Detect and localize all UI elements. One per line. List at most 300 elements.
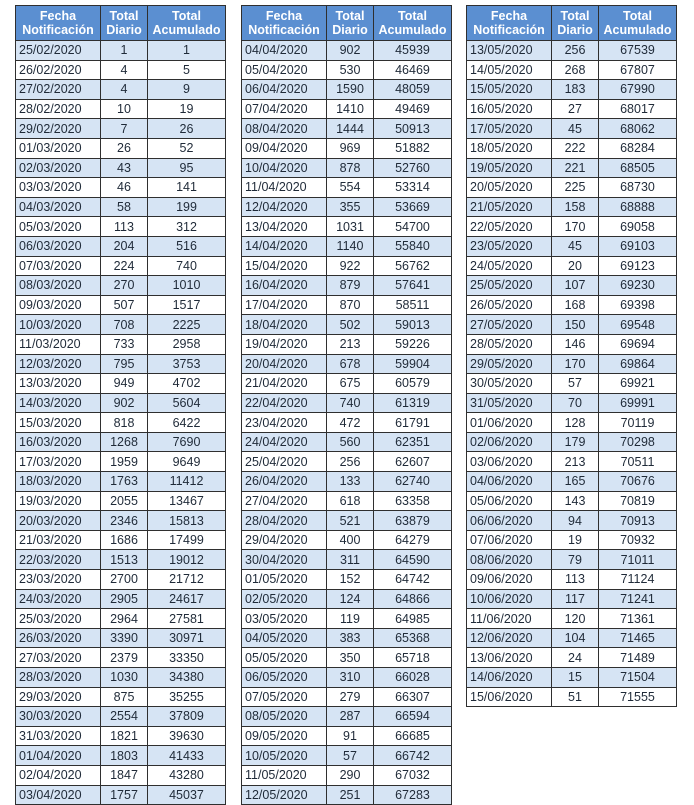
- cell-fecha: 15/03/2020: [16, 413, 101, 433]
- cell-fecha: 16/03/2020: [16, 432, 101, 452]
- table-row: [242, 197, 452, 217]
- cell-total-diario: 143: [552, 491, 599, 511]
- header-acumulado-line1: Total: [623, 9, 652, 23]
- table-row: [242, 393, 452, 413]
- cell-total-diario: 58: [101, 197, 148, 217]
- cell-fecha: 24/05/2020: [467, 256, 552, 276]
- table-row: [242, 452, 452, 472]
- cell-fecha: 13/05/2020: [467, 41, 552, 61]
- cell-total-diario: 1: [101, 41, 148, 61]
- table-row: [242, 413, 452, 433]
- table-row: [16, 60, 226, 80]
- cell-total-diario: 708: [101, 315, 148, 335]
- cell-fecha: 11/04/2020: [242, 178, 327, 198]
- cell-total-acumulado: 516: [148, 236, 226, 256]
- cell-fecha: 05/05/2020: [242, 648, 327, 668]
- cell-total-diario: 922: [327, 256, 374, 276]
- cell-total-diario: 310: [327, 668, 374, 688]
- table-row: [16, 589, 226, 609]
- cell-fecha: 23/05/2020: [467, 236, 552, 256]
- cell-total-acumulado: 68888: [599, 197, 677, 217]
- cell-total-acumulado: 59904: [374, 354, 452, 374]
- header-acumulado-line1: Total: [172, 9, 201, 23]
- cell-total-acumulado: 1010: [148, 276, 226, 296]
- cell-fecha: 06/05/2020: [242, 668, 327, 688]
- table-row: [242, 334, 452, 354]
- cell-total-acumulado: 19012: [148, 550, 226, 570]
- cell-total-diario: 20: [552, 256, 599, 276]
- cell-total-diario: 2346: [101, 511, 148, 531]
- table-row: [467, 315, 677, 335]
- cell-total-acumulado: 64985: [374, 609, 452, 629]
- table-row: [242, 256, 452, 276]
- cell-fecha: 24/04/2020: [242, 432, 327, 452]
- cell-fecha: 10/03/2020: [16, 315, 101, 335]
- table-row: [467, 256, 677, 276]
- table-row: [16, 197, 226, 217]
- cell-total-acumulado: 64866: [374, 589, 452, 609]
- header-fecha-line1: Fecha: [490, 9, 528, 23]
- cell-total-diario: 521: [327, 511, 374, 531]
- cell-total-diario: 170: [552, 217, 599, 237]
- table-row: [16, 687, 226, 707]
- cell-total-acumulado: 68284: [599, 138, 677, 158]
- header-fecha: [16, 6, 101, 41]
- table-row: [16, 99, 226, 119]
- table-row: [242, 315, 452, 335]
- cell-total-acumulado: 70676: [599, 472, 677, 492]
- cases-table-1: [15, 5, 226, 805]
- table-row: [467, 334, 677, 354]
- cell-total-diario: 795: [101, 354, 148, 374]
- cell-fecha: 03/06/2020: [467, 452, 552, 472]
- header-diario-line2: Diario: [332, 23, 368, 37]
- cell-total-diario: 120: [552, 609, 599, 629]
- cell-fecha: 20/03/2020: [16, 511, 101, 531]
- cell-total-diario: 170: [552, 354, 599, 374]
- cell-fecha: 27/05/2020: [467, 315, 552, 335]
- cell-total-acumulado: 65368: [374, 628, 452, 648]
- header-acumulado: [148, 6, 226, 41]
- cell-total-diario: 878: [327, 158, 374, 178]
- cell-fecha: 14/05/2020: [467, 60, 552, 80]
- table-row: [16, 491, 226, 511]
- header-diario-line2: Diario: [106, 23, 142, 37]
- cell-total-diario: 221: [552, 158, 599, 178]
- cell-total-diario: 949: [101, 374, 148, 394]
- header-fecha-line2: Notificación: [248, 23, 320, 37]
- header-diario: [327, 6, 374, 41]
- cell-fecha: 13/06/2020: [467, 648, 552, 668]
- cell-total-acumulado: 45037: [148, 785, 226, 805]
- cell-fecha: 08/04/2020: [242, 119, 327, 139]
- cell-total-acumulado: 43280: [148, 765, 226, 785]
- cell-fecha: 18/04/2020: [242, 315, 327, 335]
- cell-total-acumulado: 2225: [148, 315, 226, 335]
- cell-total-acumulado: 37809: [148, 707, 226, 727]
- cell-fecha: 05/03/2020: [16, 217, 101, 237]
- table-row: [16, 432, 226, 452]
- cell-total-diario: 251: [327, 785, 374, 805]
- table-row: [16, 334, 226, 354]
- cell-total-diario: 4: [101, 80, 148, 100]
- cell-total-diario: 270: [101, 276, 148, 296]
- cell-total-acumulado: 61791: [374, 413, 452, 433]
- table-row: [16, 119, 226, 139]
- cell-total-diario: 1757: [101, 785, 148, 805]
- cell-total-acumulado: 70511: [599, 452, 677, 472]
- cell-fecha: 26/04/2020: [242, 472, 327, 492]
- table-row: [16, 726, 226, 746]
- table-row: [467, 138, 677, 158]
- cell-fecha: 17/04/2020: [242, 295, 327, 315]
- cell-total-acumulado: 71465: [599, 628, 677, 648]
- cell-total-diario: 1268: [101, 432, 148, 452]
- cases-table-3: [466, 5, 677, 707]
- cell-fecha: 19/04/2020: [242, 334, 327, 354]
- table-row: [242, 530, 452, 550]
- cell-fecha: 23/04/2020: [242, 413, 327, 433]
- header-fecha-line1: Fecha: [39, 9, 77, 23]
- table-row: [467, 589, 677, 609]
- cell-fecha: 25/05/2020: [467, 276, 552, 296]
- table-body: [467, 41, 677, 707]
- header-diario-line2: Diario: [557, 23, 593, 37]
- cell-total-diario: 7: [101, 119, 148, 139]
- cell-total-diario: 383: [327, 628, 374, 648]
- cell-fecha: 06/04/2020: [242, 80, 327, 100]
- cell-total-diario: 902: [327, 41, 374, 61]
- cell-total-acumulado: 9: [148, 80, 226, 100]
- cell-total-acumulado: 141: [148, 178, 226, 198]
- cell-total-diario: 70: [552, 393, 599, 413]
- table-row: [16, 472, 226, 492]
- cell-total-diario: 350: [327, 648, 374, 668]
- cell-fecha: 12/06/2020: [467, 628, 552, 648]
- cell-fecha: 19/03/2020: [16, 491, 101, 511]
- cell-total-diario: 146: [552, 334, 599, 354]
- table-row: [16, 452, 226, 472]
- cell-fecha: 15/04/2020: [242, 256, 327, 276]
- cell-total-diario: 179: [552, 432, 599, 452]
- table-row: [242, 276, 452, 296]
- cell-total-diario: 19: [552, 530, 599, 550]
- cell-total-acumulado: 51882: [374, 138, 452, 158]
- cell-total-acumulado: 312: [148, 217, 226, 237]
- cell-total-acumulado: 1517: [148, 295, 226, 315]
- cell-total-diario: 554: [327, 178, 374, 198]
- cell-total-acumulado: 62607: [374, 452, 452, 472]
- cell-total-acumulado: 71489: [599, 648, 677, 668]
- cell-total-diario: 502: [327, 315, 374, 335]
- cell-total-acumulado: 71011: [599, 550, 677, 570]
- table-row: [242, 138, 452, 158]
- cell-total-diario: 224: [101, 256, 148, 276]
- header-fecha-line1: Fecha: [265, 9, 303, 23]
- cell-total-diario: 560: [327, 432, 374, 452]
- cell-fecha: 31/03/2020: [16, 726, 101, 746]
- cell-fecha: 12/03/2020: [16, 354, 101, 374]
- cell-fecha: 26/02/2020: [16, 60, 101, 80]
- cell-total-diario: 2964: [101, 609, 148, 629]
- cell-fecha: 18/03/2020: [16, 472, 101, 492]
- table-row: [467, 354, 677, 374]
- cell-fecha: 02/05/2020: [242, 589, 327, 609]
- cell-fecha: 09/05/2020: [242, 726, 327, 746]
- cell-total-acumulado: 71241: [599, 589, 677, 609]
- cell-total-acumulado: 4702: [148, 374, 226, 394]
- cell-fecha: 06/06/2020: [467, 511, 552, 531]
- table-row: [16, 80, 226, 100]
- cell-total-acumulado: 3753: [148, 354, 226, 374]
- cell-total-acumulado: 13467: [148, 491, 226, 511]
- cell-fecha: 25/04/2020: [242, 452, 327, 472]
- cell-total-acumulado: 69921: [599, 374, 677, 394]
- cell-total-acumulado: 48059: [374, 80, 452, 100]
- table-row: [16, 668, 226, 688]
- cell-total-diario: 57: [327, 746, 374, 766]
- cell-total-acumulado: 6422: [148, 413, 226, 433]
- table-row: [242, 60, 452, 80]
- cell-fecha: 17/05/2020: [467, 119, 552, 139]
- cell-fecha: 12/04/2020: [242, 197, 327, 217]
- table-row: [467, 491, 677, 511]
- cell-total-diario: 152: [327, 570, 374, 590]
- cell-total-diario: 225: [552, 178, 599, 198]
- cell-total-acumulado: 15813: [148, 511, 226, 531]
- cell-fecha: 15/06/2020: [467, 687, 552, 707]
- header-acumulado: [374, 6, 452, 41]
- cell-total-acumulado: 67807: [599, 60, 677, 80]
- table-row: [242, 609, 452, 629]
- cell-total-diario: 1410: [327, 99, 374, 119]
- table-row: [467, 452, 677, 472]
- table-row: [16, 41, 226, 61]
- cell-total-acumulado: 56762: [374, 256, 452, 276]
- cell-total-acumulado: 63879: [374, 511, 452, 531]
- table-row: [467, 197, 677, 217]
- cell-total-diario: 213: [327, 334, 374, 354]
- cell-total-acumulado: 68062: [599, 119, 677, 139]
- cell-fecha: 14/03/2020: [16, 393, 101, 413]
- cell-fecha: 28/04/2020: [242, 511, 327, 531]
- cases-table-2: [241, 5, 452, 805]
- table-row: [242, 668, 452, 688]
- cell-total-diario: 678: [327, 354, 374, 374]
- table-row: [242, 178, 452, 198]
- cell-total-acumulado: 49469: [374, 99, 452, 119]
- cell-total-acumulado: 55840: [374, 236, 452, 256]
- cell-total-diario: 2379: [101, 648, 148, 668]
- table-row: [242, 589, 452, 609]
- cell-total-diario: 279: [327, 687, 374, 707]
- cell-total-acumulado: 62740: [374, 472, 452, 492]
- cell-total-diario: 27: [552, 99, 599, 119]
- cell-total-acumulado: 69398: [599, 295, 677, 315]
- cell-total-diario: 1847: [101, 765, 148, 785]
- cell-total-diario: 530: [327, 60, 374, 80]
- cell-fecha: 05/06/2020: [467, 491, 552, 511]
- table-row: [16, 217, 226, 237]
- cell-total-diario: 128: [552, 413, 599, 433]
- table-row: [242, 511, 452, 531]
- table-row: [467, 511, 677, 531]
- header-fecha-line2: Notificación: [22, 23, 94, 37]
- cell-fecha: 29/05/2020: [467, 354, 552, 374]
- cell-fecha: 22/04/2020: [242, 393, 327, 413]
- cell-total-acumulado: 69058: [599, 217, 677, 237]
- cell-fecha: 08/03/2020: [16, 276, 101, 296]
- cell-total-diario: 133: [327, 472, 374, 492]
- cell-total-diario: 2554: [101, 707, 148, 727]
- cell-total-acumulado: 53669: [374, 197, 452, 217]
- cell-total-acumulado: 69991: [599, 393, 677, 413]
- cell-fecha: 16/04/2020: [242, 276, 327, 296]
- cell-fecha: 18/05/2020: [467, 138, 552, 158]
- cell-total-acumulado: 70119: [599, 413, 677, 433]
- cell-total-diario: 79: [552, 550, 599, 570]
- table-row: [467, 393, 677, 413]
- header-fecha-line2: Notificación: [473, 23, 545, 37]
- cell-total-acumulado: 61319: [374, 393, 452, 413]
- cell-total-diario: 3390: [101, 628, 148, 648]
- cell-fecha: 11/06/2020: [467, 609, 552, 629]
- cell-total-acumulado: 70298: [599, 432, 677, 452]
- table-row: [16, 256, 226, 276]
- cell-fecha: 21/05/2020: [467, 197, 552, 217]
- table-body: [242, 41, 452, 805]
- table-row: [467, 413, 677, 433]
- table-row: [242, 472, 452, 492]
- cell-total-acumulado: 2958: [148, 334, 226, 354]
- table-row: [467, 609, 677, 629]
- cell-total-acumulado: 9649: [148, 452, 226, 472]
- table-row: [242, 726, 452, 746]
- cell-total-diario: 26: [101, 138, 148, 158]
- cell-total-acumulado: 35255: [148, 687, 226, 707]
- cell-total-diario: 46: [101, 178, 148, 198]
- cell-total-acumulado: 60579: [374, 374, 452, 394]
- table-row: [16, 530, 226, 550]
- table-row: [16, 550, 226, 570]
- cell-total-diario: 124: [327, 589, 374, 609]
- cell-fecha: 01/03/2020: [16, 138, 101, 158]
- cell-fecha: 27/03/2020: [16, 648, 101, 668]
- cell-total-acumulado: 64742: [374, 570, 452, 590]
- cell-total-acumulado: 71504: [599, 668, 677, 688]
- table-row: [467, 648, 677, 668]
- cell-total-acumulado: 67283: [374, 785, 452, 805]
- cell-fecha: 25/03/2020: [16, 609, 101, 629]
- table-row: [242, 374, 452, 394]
- cell-fecha: 09/04/2020: [242, 138, 327, 158]
- cell-fecha: 30/04/2020: [242, 550, 327, 570]
- cell-total-diario: 618: [327, 491, 374, 511]
- cell-fecha: 11/03/2020: [16, 334, 101, 354]
- table-row: [467, 217, 677, 237]
- table-row: [16, 236, 226, 256]
- cell-total-acumulado: 17499: [148, 530, 226, 550]
- cell-total-acumulado: 68017: [599, 99, 677, 119]
- cell-fecha: 06/03/2020: [16, 236, 101, 256]
- cell-fecha: 10/06/2020: [467, 589, 552, 609]
- table-row: [16, 628, 226, 648]
- cell-fecha: 13/03/2020: [16, 374, 101, 394]
- cell-fecha: 29/03/2020: [16, 687, 101, 707]
- table-row: [467, 41, 677, 61]
- cell-total-diario: 104: [552, 628, 599, 648]
- cell-total-diario: 15: [552, 668, 599, 688]
- cell-fecha: 11/05/2020: [242, 765, 327, 785]
- cell-total-acumulado: 69103: [599, 236, 677, 256]
- cell-total-diario: 879: [327, 276, 374, 296]
- cell-total-acumulado: 69694: [599, 334, 677, 354]
- cell-total-acumulado: 95: [148, 158, 226, 178]
- cell-fecha: 14/04/2020: [242, 236, 327, 256]
- cell-total-diario: 1444: [327, 119, 374, 139]
- cell-fecha: 13/04/2020: [242, 217, 327, 237]
- cell-total-diario: 311: [327, 550, 374, 570]
- cell-fecha: 01/06/2020: [467, 413, 552, 433]
- cell-fecha: 28/05/2020: [467, 334, 552, 354]
- cell-total-diario: 165: [552, 472, 599, 492]
- cell-total-diario: 2905: [101, 589, 148, 609]
- table-row: [242, 217, 452, 237]
- table-row: [16, 315, 226, 335]
- cell-total-diario: 400: [327, 530, 374, 550]
- table-row: [16, 413, 226, 433]
- cell-total-diario: 183: [552, 80, 599, 100]
- header-fecha: [467, 6, 552, 41]
- table-row: [16, 707, 226, 727]
- cell-total-diario: 675: [327, 374, 374, 394]
- cell-total-diario: 818: [101, 413, 148, 433]
- cell-total-acumulado: 41433: [148, 746, 226, 766]
- table-row: [467, 60, 677, 80]
- cell-fecha: 07/06/2020: [467, 530, 552, 550]
- cell-fecha: 14/06/2020: [467, 668, 552, 688]
- cell-total-acumulado: 33350: [148, 648, 226, 668]
- cell-fecha: 26/05/2020: [467, 295, 552, 315]
- table-row: [242, 295, 452, 315]
- table-row: [16, 138, 226, 158]
- cell-fecha: 28/02/2020: [16, 99, 101, 119]
- cell-total-diario: 472: [327, 413, 374, 433]
- table-row: [467, 178, 677, 198]
- cell-fecha: 02/04/2020: [16, 765, 101, 785]
- header-diario-line1: Total: [560, 9, 590, 23]
- cell-fecha: 15/05/2020: [467, 80, 552, 100]
- table-row: [242, 765, 452, 785]
- cell-fecha: 04/04/2020: [242, 41, 327, 61]
- cell-total-acumulado: 27581: [148, 609, 226, 629]
- cell-total-acumulado: 69548: [599, 315, 677, 335]
- cell-total-diario: 158: [552, 197, 599, 217]
- table-row: [467, 119, 677, 139]
- cell-fecha: 30/03/2020: [16, 707, 101, 727]
- cell-total-diario: 119: [327, 609, 374, 629]
- cell-total-diario: 1803: [101, 746, 148, 766]
- cell-fecha: 03/05/2020: [242, 609, 327, 629]
- cell-fecha: 21/04/2020: [242, 374, 327, 394]
- cell-fecha: 24/03/2020: [16, 589, 101, 609]
- cell-total-diario: 204: [101, 236, 148, 256]
- cell-total-acumulado: 46469: [374, 60, 452, 80]
- table-row: [242, 648, 452, 668]
- cell-total-acumulado: 24617: [148, 589, 226, 609]
- cell-fecha: 02/03/2020: [16, 158, 101, 178]
- cell-total-diario: 43: [101, 158, 148, 178]
